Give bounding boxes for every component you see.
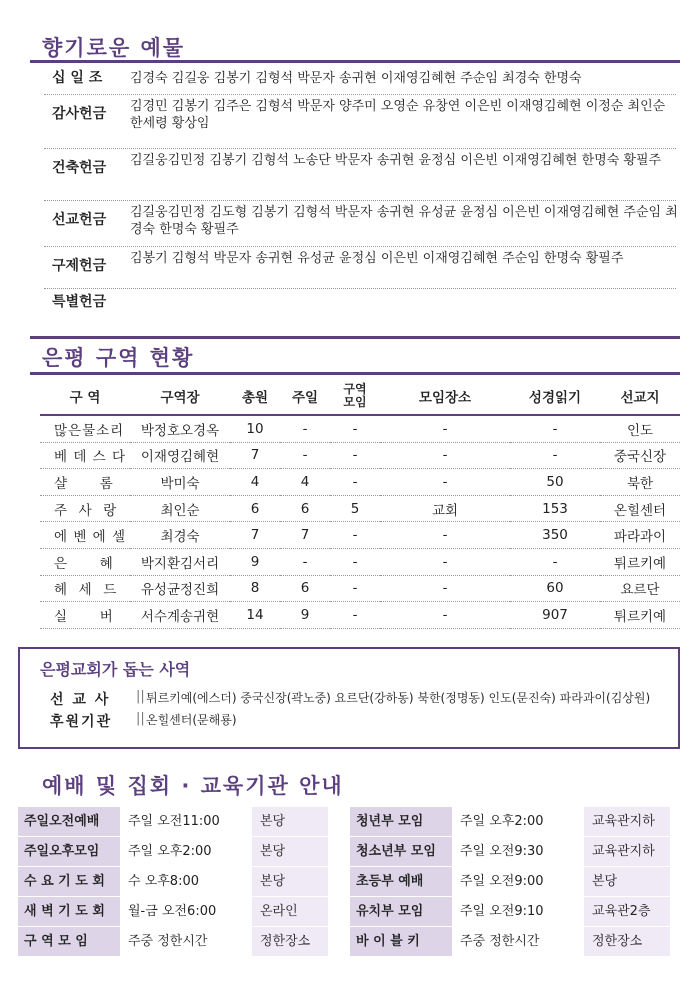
- service-row: [18, 837, 338, 867]
- service-name: 수 요 기 도 회: [18, 867, 120, 896]
- services-left-column: [18, 807, 338, 957]
- support-value: 온힐센터(문해룡): [146, 713, 237, 727]
- service-time: 주중 정한시간: [460, 934, 540, 949]
- service-name: 청년부 모임: [350, 807, 452, 836]
- service-time: 주일 오전11:00: [128, 814, 220, 829]
- districts-cell: 907: [510, 602, 600, 629]
- districts-cell: 4: [230, 469, 280, 496]
- offering-names: 김경민 김봉기 김주은 김형석 박문자 양주미 오영순 유창연 이은빈 이재영김혜현 이정순 최인순 한세령 황상임: [130, 99, 666, 131]
- districts-cell: 7: [280, 522, 330, 549]
- service-row: [350, 807, 670, 837]
- service-name: 주일오전예배: [18, 807, 120, 836]
- offering-label: 건축헌금: [52, 160, 107, 176]
- districts-cell: 7: [230, 522, 280, 549]
- service-row: [18, 897, 338, 927]
- districts-cell: -: [510, 415, 600, 442]
- districts-cell: -: [330, 415, 380, 442]
- districts-row: [40, 442, 680, 469]
- offerings-title-bar: [30, 60, 680, 63]
- service-row: [18, 807, 338, 837]
- districts-cell: 14: [230, 602, 280, 629]
- districts-cell: 6: [230, 495, 280, 522]
- district-name: 베 데 스 다: [40, 442, 130, 469]
- districts-cell: 이재영김혜현: [130, 442, 230, 469]
- districts-header-cell: 구역 모임: [330, 378, 380, 415]
- districts-cell: -: [380, 469, 510, 496]
- service-row: [350, 867, 670, 897]
- service-place: 본당: [252, 837, 328, 866]
- districts-cell: -: [330, 442, 380, 469]
- districts-header-cell: 주일: [280, 378, 330, 415]
- districts-cell: -: [280, 442, 330, 469]
- service-time: 주일 오전9:30: [460, 844, 544, 859]
- service-time: 월-금 오전6:00: [128, 904, 217, 919]
- districts-cell: -: [380, 575, 510, 602]
- districts-cell: 10: [230, 415, 280, 442]
- districts-cell: 60: [510, 575, 600, 602]
- offering-names: 김길웅김민정 김도형 김봉기 김형석 박문자 송귀현 유성균 윤정심 이은빈 이재영김혜현 주순임 최경숙 한명숙 황필주: [130, 205, 678, 237]
- districts-cell: -: [330, 522, 380, 549]
- service-place: 본당: [252, 807, 328, 836]
- districts-cell: 6: [280, 575, 330, 602]
- service-place: 교육관지하: [584, 807, 670, 836]
- districts-top-bar: [30, 336, 680, 339]
- districts-row: [40, 548, 680, 575]
- offering-label: 구제헌금: [52, 258, 107, 274]
- service-row: [18, 867, 338, 897]
- support-value: 튀르키예(에스더) 중국신장(곽노중) 요르단(강하동) 북한(정명동) 인도(문진숙) 파라과이(김상원): [146, 691, 651, 705]
- service-name: 주일오후모임: [18, 837, 120, 866]
- district-name: 은 혜: [40, 548, 130, 575]
- districts-cell: 온힐센터: [600, 495, 680, 522]
- districts-cell: 파라과이: [600, 522, 680, 549]
- service-time: 주중 정한시간: [128, 934, 208, 949]
- service-row: [350, 897, 670, 927]
- service-place: 정한장소: [584, 927, 670, 956]
- offering-label: 감사헌금: [52, 106, 107, 122]
- service-time: 수 오후8:00: [128, 874, 199, 889]
- offering-names: 김길웅김민정 김봉기 김형석 노송단 박문자 송귀현 윤정심 이은빈 이재영김혜현 한명숙 황필주: [130, 153, 662, 168]
- districts-cell: 박지환김서리: [130, 548, 230, 575]
- districts-cell: 최경숙: [130, 522, 230, 549]
- service-name: 유치부 모임: [350, 897, 452, 926]
- offering-row: [46, 288, 676, 318]
- service-row: [18, 927, 338, 957]
- districts-cell: -: [330, 602, 380, 629]
- services-right-column: [350, 807, 670, 957]
- districts-cell: 중국신장: [600, 442, 680, 469]
- districts-cell: 7: [230, 442, 280, 469]
- districts-cell: 9: [280, 602, 330, 629]
- offering-label: 선교헌금: [52, 212, 107, 228]
- districts-cell: -: [380, 442, 510, 469]
- districts-cell: 9: [230, 548, 280, 575]
- service-row: [350, 837, 670, 867]
- districts-header-cell: 모임장소: [380, 378, 510, 415]
- districts-cell: 유성균정진희: [130, 575, 230, 602]
- districts-cell: -: [510, 442, 600, 469]
- districts-cell: 50: [510, 469, 600, 496]
- service-place: 본당: [584, 867, 670, 896]
- districts-row: [40, 575, 680, 602]
- districts-row: [40, 495, 680, 522]
- districts-title: 은평 구역 현황: [42, 346, 195, 370]
- service-time: 주일 오후2:00: [460, 814, 544, 829]
- districts-cell: -: [330, 469, 380, 496]
- offering-label: 특별헌금: [52, 294, 107, 310]
- service-name: 청소년부 모임: [350, 837, 452, 866]
- districts-cell: 요르단: [600, 575, 680, 602]
- support-title: 은평교회가 돕는 사역: [40, 660, 191, 679]
- districts-cell: -: [280, 548, 330, 575]
- districts-cell: 서수계송귀현: [130, 602, 230, 629]
- offering-row: [46, 200, 676, 246]
- service-place: 교육관2층: [584, 897, 670, 926]
- support-separator: ||: [136, 711, 145, 726]
- districts-cell: 최인순: [130, 495, 230, 522]
- districts-header-cell: 구 역: [40, 378, 130, 415]
- support-separator: ||: [136, 689, 145, 704]
- district-name: 헤 세 드: [40, 575, 130, 602]
- support-label: 선 교 사: [50, 692, 111, 708]
- service-row: [350, 927, 670, 957]
- districts-row: [40, 469, 680, 496]
- districts-title-bar: [30, 372, 680, 375]
- districts-cell: -: [280, 415, 330, 442]
- districts-header-cell: 성경읽기: [510, 378, 600, 415]
- offering-label: 십 일 조: [52, 70, 103, 86]
- districts-cell: 인도: [600, 415, 680, 442]
- districts-cell: 박정호오경옥: [130, 415, 230, 442]
- districts-cell: 153: [510, 495, 600, 522]
- services-title: 예배 및 집회 · 교육기관 안내: [42, 774, 344, 798]
- district-name: 샬 롬: [40, 469, 130, 496]
- offering-row: [46, 66, 676, 94]
- district-name: 주 사 랑: [40, 495, 130, 522]
- district-name: 많은물소리: [40, 415, 130, 442]
- service-name: 바 이 블 키: [350, 927, 452, 956]
- districts-cell: 6: [280, 495, 330, 522]
- districts-table: [40, 378, 680, 629]
- service-place: 정한장소: [252, 927, 328, 956]
- service-name: 구 역 모 임: [18, 927, 120, 956]
- districts-header-row: [40, 378, 680, 415]
- support-label: 후원기관: [50, 714, 113, 730]
- districts-header-cell: 총원: [230, 378, 280, 415]
- districts-row: [40, 522, 680, 549]
- offering-names: 김경숙 김길웅 김봉기 김형석 박문자 송귀현 이재영김혜현 주순임 최경숙 한명숙: [130, 71, 582, 86]
- service-place: 교육관지하: [584, 837, 670, 866]
- districts-cell: -: [330, 575, 380, 602]
- offering-row: [46, 246, 676, 288]
- offering-names: 김봉기 김형석 박문자 송귀현 유성균 윤정심 이은빈 이재영김혜현 주순임 한명숙 황필주: [130, 251, 624, 266]
- service-time: 주일 오전9:00: [460, 874, 544, 889]
- offering-row: [46, 94, 676, 148]
- service-time: 주일 오전9:10: [460, 904, 544, 919]
- districts-cell: 교회: [380, 495, 510, 522]
- offerings-title: 향기로운 예물: [42, 36, 186, 60]
- districts-cell: 350: [510, 522, 600, 549]
- districts-cell: -: [380, 522, 510, 549]
- districts-cell: -: [380, 548, 510, 575]
- district-name: 에 벤 에 셀: [40, 522, 130, 549]
- districts-cell: 튀르키예: [600, 548, 680, 575]
- service-place: 온라인: [252, 897, 328, 926]
- districts-cell: 4: [280, 469, 330, 496]
- offering-row: [46, 148, 676, 200]
- districts-cell: 8: [230, 575, 280, 602]
- district-name: 실 버: [40, 602, 130, 629]
- districts-row: [40, 602, 680, 629]
- service-time: 주일 오후2:00: [128, 844, 212, 859]
- districts-header-cell: 구역장: [130, 378, 230, 415]
- districts-cell: 북한: [600, 469, 680, 496]
- districts-cell: -: [510, 548, 600, 575]
- service-name: 초등부 예배: [350, 867, 452, 896]
- districts-header-cell: 선교지: [600, 378, 680, 415]
- districts-cell: -: [330, 548, 380, 575]
- support-box: [18, 647, 680, 749]
- service-name: 새 벽 기 도 회: [18, 897, 120, 926]
- districts-cell: 튀르키예: [600, 602, 680, 629]
- service-place: 본당: [252, 867, 328, 896]
- districts-cell: -: [380, 415, 510, 442]
- districts-row: [40, 415, 680, 442]
- districts-cell: -: [380, 602, 510, 629]
- districts-cell: 5: [330, 495, 380, 522]
- districts-cell: 박미숙: [130, 469, 230, 496]
